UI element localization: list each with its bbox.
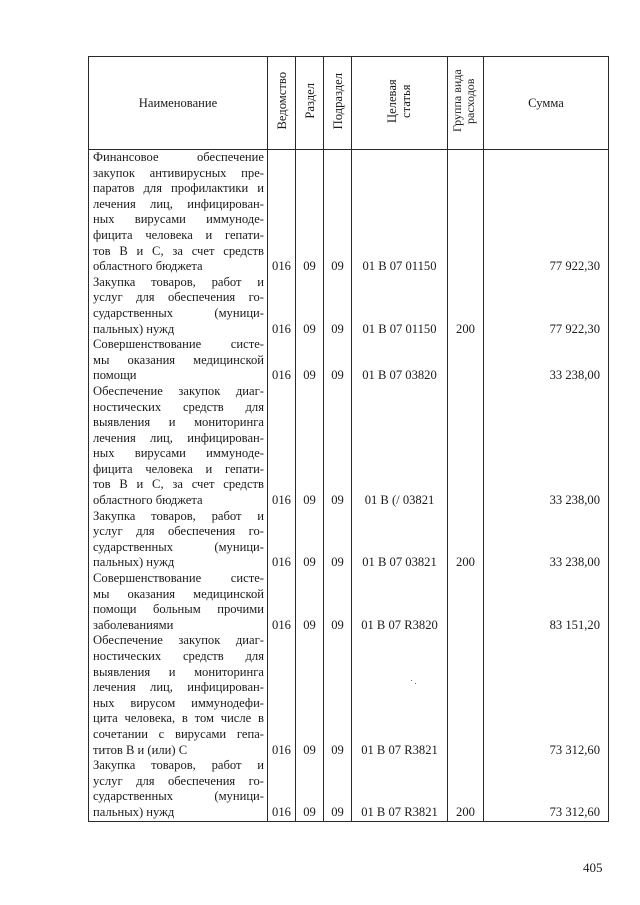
cell-summa: 83 151,20 — [484, 571, 609, 633]
row-name-line: Обеспечение закупок диаг- — [93, 383, 264, 398]
row-name-line: закупок антивирусных пре- — [93, 165, 264, 180]
cell-vedomstvo: 016 — [268, 633, 296, 758]
row-name-line: выявления и мониторинга — [93, 664, 264, 679]
cell-podrazdel: 09 — [324, 337, 352, 384]
cell-razdel: 09 — [296, 384, 324, 509]
table-row — [89, 150, 609, 275]
cell-vedomstvo: 016 — [268, 509, 296, 571]
header-razdel: Раздел — [296, 57, 324, 150]
cell-summa: 73 312,60 — [484, 758, 609, 821]
header-vedomstvo: Ведомство — [268, 57, 296, 150]
row-name — [89, 633, 268, 758]
cell-vedomstvo: 016 — [268, 384, 296, 509]
cell-vedomstvo: 016 — [268, 571, 296, 633]
row-name-line: Совершенствование систе- — [93, 337, 264, 352]
row-name-line: Обеспечение закупок диаг- — [93, 633, 264, 648]
cell-tselevaya: 01 В 07 03820 — [352, 337, 448, 384]
row-name-line: пальных) нужд — [93, 555, 175, 570]
cell-summa: 33 238,00 — [484, 337, 609, 384]
row-name-line: Закупка товаров, работ и — [93, 274, 264, 289]
cell-podrazdel: 09 — [324, 384, 352, 509]
row-name-line: помощи больным прочими — [93, 602, 264, 617]
row-name-line: фицита человека и гепати- — [93, 461, 264, 476]
row-name-line: лечения лиц, инфицирован- — [93, 196, 264, 211]
row-name-line: ностических средств для — [93, 649, 264, 663]
scan-speck — [411, 680, 412, 681]
row-name-line: областного бюджета — [93, 493, 203, 508]
cell-summa: 73 312,60 — [484, 633, 609, 758]
cell-vedomstvo: 016 — [268, 337, 296, 384]
row-name-line: цита человека, в том числе в — [93, 711, 264, 726]
row-name-line: пальных) нужд — [93, 321, 175, 336]
cell-vedomstvo: 016 — [268, 758, 296, 821]
cell-gruppa — [448, 571, 484, 633]
table-row — [89, 275, 609, 337]
row-name — [89, 337, 268, 384]
row-name-line: мы оказания медицинской — [93, 586, 264, 601]
cell-razdel: 09 — [296, 633, 324, 758]
cell-gruppa — [448, 384, 484, 509]
cell-gruppa: 200 — [448, 509, 484, 571]
header-summa: Сумма — [484, 57, 609, 150]
cell-tselevaya: 01 В 07 03821 — [352, 509, 448, 571]
cell-tselevaya: 01 В 07 01150 — [352, 275, 448, 337]
cell-gruppa: 200 — [448, 275, 484, 337]
row-name-line: тов В и С, за счет средств — [93, 477, 264, 492]
cell-podrazdel: 09 — [324, 509, 352, 571]
cell-tselevaya: 01 В 07 R3821 — [352, 758, 448, 821]
row-name — [89, 150, 268, 275]
row-name-line: сударственных (муници- — [93, 539, 264, 554]
cell-vedomstvo: 016 — [268, 150, 296, 275]
table-row — [89, 633, 609, 758]
cell-gruppa — [448, 337, 484, 384]
row-name-line: ных вирусами иммуноде- — [93, 212, 264, 227]
row-name-line: лечения лиц, инфицирован- — [93, 430, 264, 445]
header-name: Наименование — [89, 57, 268, 150]
row-name-line: паратов для профилактики и — [93, 181, 264, 196]
cell-podrazdel: 09 — [324, 758, 352, 821]
row-name-line: сударственных (муници- — [93, 305, 264, 320]
table-header-row — [89, 57, 609, 150]
row-name-line: Закупка товаров, работ и — [93, 508, 264, 523]
cell-razdel: 09 — [296, 509, 324, 571]
cell-podrazdel: 09 — [324, 150, 352, 275]
row-name-line: мы оказания медицинской — [93, 352, 264, 367]
row-name — [89, 758, 268, 821]
cell-tselevaya: 01 В 07 01150 — [352, 150, 448, 275]
header-podrazdel: Подраздел — [324, 57, 352, 150]
row-name-line: тов В и С, за счет средств — [93, 243, 264, 258]
table-row — [89, 384, 609, 509]
cell-gruppa — [448, 150, 484, 275]
row-name-line: Финансовое обеспечение — [93, 150, 264, 164]
row-name-line: услуг для обеспечения го- — [93, 773, 264, 788]
row-name-line: лечения лиц, инфицирован- — [93, 680, 264, 695]
table-body — [89, 150, 609, 822]
row-name-line: сочетании с вирусами гепа- — [93, 726, 264, 741]
cell-podrazdel: 09 — [324, 275, 352, 337]
row-name-line: выявления и мониторинга — [93, 415, 264, 430]
row-name-line: Совершенствование систе- — [93, 571, 264, 586]
row-name-line: сударственных (муници- — [93, 789, 264, 804]
cell-razdel: 09 — [296, 758, 324, 821]
budget-table — [88, 56, 609, 822]
header-gruppa: Группа вида расходов — [448, 57, 484, 150]
cell-razdel: 09 — [296, 275, 324, 337]
table-row — [89, 571, 609, 633]
cell-gruppa — [448, 633, 484, 758]
cell-summa: 77 922,30 — [484, 275, 609, 337]
cell-tselevaya: 01 В (/ 03821 — [352, 384, 448, 509]
cell-tselevaya: 01 В 07 R3820 — [352, 571, 448, 633]
row-name-line: заболеваниями — [93, 617, 174, 632]
row-name-line: фицита человека и гепати- — [93, 227, 264, 242]
row-name — [89, 275, 268, 337]
row-name-line: областного бюджета — [93, 259, 203, 274]
row-name — [89, 509, 268, 571]
header-tselevaya: Целевая статья — [352, 57, 448, 150]
row-name-line: ных вирусами иммуноде- — [93, 446, 264, 461]
page-number: 405 — [583, 860, 603, 875]
row-name — [89, 571, 268, 633]
cell-razdel: 09 — [296, 337, 324, 384]
row-name-line: помощи — [93, 368, 137, 383]
cell-summa: 77 922,30 — [484, 150, 609, 275]
cell-razdel: 09 — [296, 150, 324, 275]
row-name-line: услуг для обеспечения го- — [93, 524, 264, 539]
row-name-line: ностических средств для — [93, 399, 264, 414]
table-row — [89, 337, 609, 384]
table-row — [89, 758, 609, 821]
cell-gruppa: 200 — [448, 758, 484, 821]
row-name-line: пальных) нужд — [93, 804, 175, 819]
cell-podrazdel: 09 — [324, 633, 352, 758]
cell-podrazdel: 09 — [324, 571, 352, 633]
row-name — [89, 384, 268, 509]
table-row — [89, 509, 609, 571]
cell-summa: 33 238,00 — [484, 509, 609, 571]
cell-razdel: 09 — [296, 571, 324, 633]
row-name-line: Закупка товаров, работ и — [93, 758, 264, 773]
scan-speck — [415, 683, 416, 684]
row-name-line: титов В и (или) С — [93, 742, 188, 757]
row-name-line: услуг для обеспечения го- — [93, 290, 264, 305]
cell-vedomstvo: 016 — [268, 275, 296, 337]
row-name-line: ных вирусом иммунодефи- — [93, 695, 264, 710]
cell-tselevaya: 01 В 07 R3821 — [352, 633, 448, 758]
cell-summa: 33 238,00 — [484, 384, 609, 509]
